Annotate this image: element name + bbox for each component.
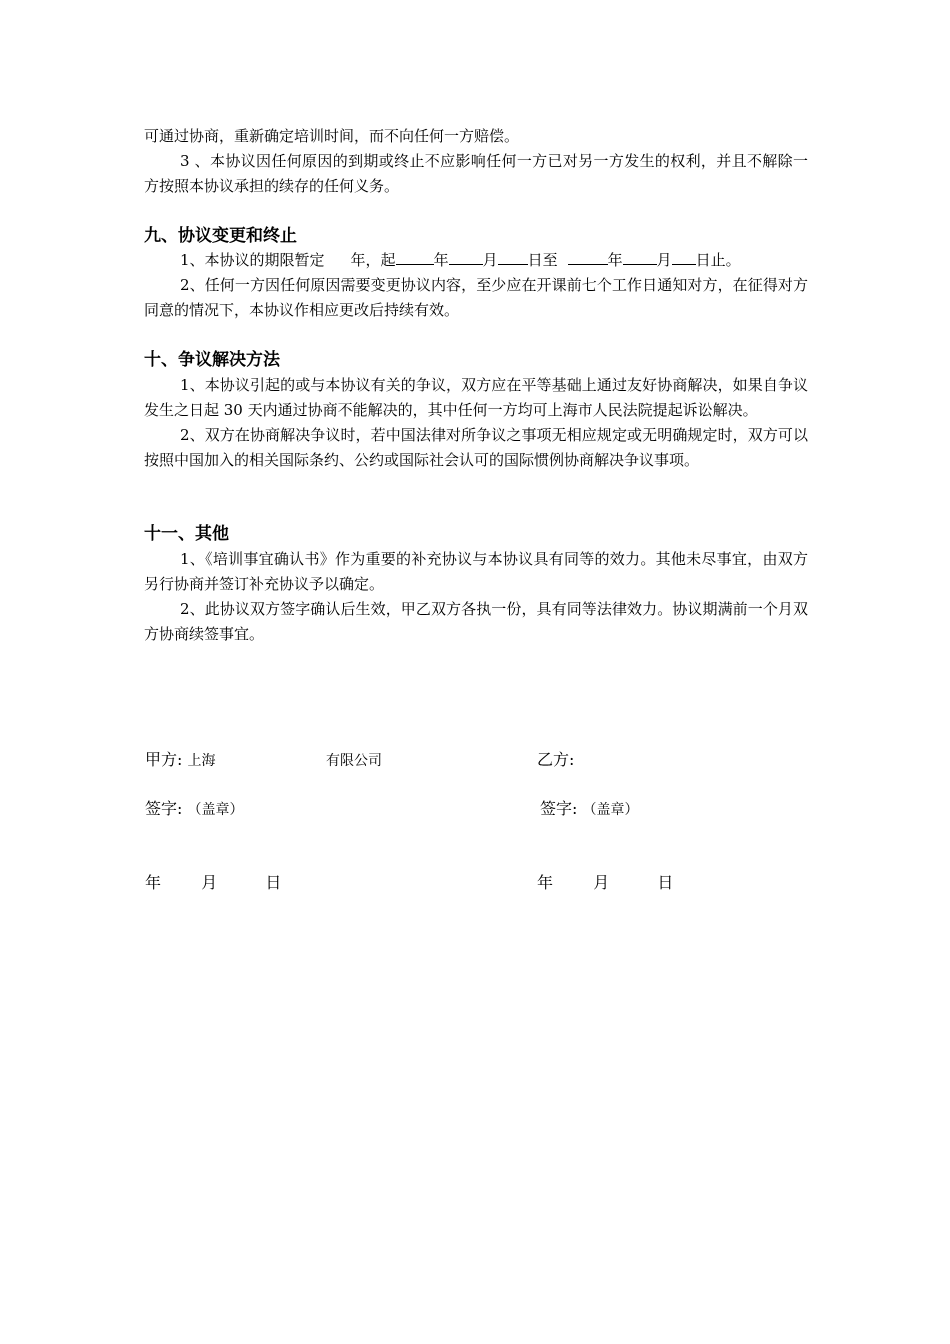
- clause-3: 3 、本协议因任何原因的到期或终止不应影响任何一方已对另一方发生的权利，并且不解除一方按照本协议承担的续存的任何义务。: [144, 152, 808, 195]
- section-11-heading: 十一、其他: [144, 524, 229, 544]
- month-b: 月: [593, 873, 610, 892]
- section-9-clause-1: 1、本协议的期限暂定 年，起 年 月 日至 年 月 日止。: [180, 251, 741, 269]
- previous-section-continuation: [144, 124, 808, 199]
- blank-year[interactable]: [396, 250, 434, 265]
- year-a: 年: [145, 873, 162, 892]
- party-a-city: 上海: [187, 753, 216, 769]
- blank-end-month[interactable]: [623, 250, 657, 265]
- party-a-line: [145, 749, 216, 772]
- blank-end-day[interactable]: [672, 250, 696, 265]
- month-a: 月: [201, 873, 218, 892]
- day-b: 日: [657, 873, 674, 892]
- party-a-date: [145, 872, 281, 894]
- section-11-clause-1: 1、《培训事宜确认书》作为重要的补充协议与本协议具有同等的效力。其他未尽事宜，由双方另行协商并签订补充协议予以确定。: [144, 550, 808, 593]
- section-9-heading: 九、协议变更和终止: [144, 226, 297, 246]
- section-11-clause-2: 2、此协议双方签字确认后生效，甲乙双方各执一份，具有同等法律效力。协议期满前一个月双方协商续签事宜。: [144, 600, 808, 643]
- blank-month[interactable]: [449, 250, 483, 265]
- section-10-clause-1: 1、本协议引起的或与本协议有关的争议，双方应在平等基础上通过友好协商解决，如果自争议发生之日起 30 天内通过协商不能解决的，其中任何一方均可上海市人民法院提起诉讼解决。: [144, 376, 808, 419]
- party-b-label: 乙方:: [537, 750, 575, 769]
- sign-label-b: 签字:: [540, 799, 578, 818]
- seal-a: （盖章）: [187, 802, 244, 818]
- paragraph-continuation: 可通过协商，重新确定培训时间，而不向任何一方赔偿。: [144, 127, 520, 145]
- party-a-label: 甲方:: [145, 750, 183, 769]
- party-b-signature: [540, 798, 639, 821]
- section-9-body: [144, 248, 808, 323]
- section-10-body: [144, 373, 808, 473]
- party-a-signature: [145, 798, 244, 821]
- blank-day[interactable]: [498, 250, 528, 265]
- party-b-date: [537, 872, 673, 894]
- section-10-clause-2: 2、双方在协商解决争议时，若中国法律对所争议之事项无相应规定或无明确规定时，双方可以按照中国加入的相关国际条约、公约或国际社会认可的国际惯例协商解决争议事项。: [144, 426, 808, 469]
- seal-b: （盖章）: [582, 802, 639, 818]
- section-11-body: [144, 547, 808, 647]
- party-b-line: [537, 749, 574, 771]
- year-b: 年: [537, 873, 554, 892]
- sign-label-a: 签字:: [145, 799, 183, 818]
- blank-end-year[interactable]: [568, 250, 608, 265]
- section-9-clause-2: 2、任何一方因任何原因需要变更协议内容，至少应在开课前七个工作日通知对方，在征得对方同意的情况下，本协议作相应更改后持续有效。: [144, 276, 808, 319]
- section-10-heading: 十、争议解决方法: [144, 350, 280, 370]
- party-a-company: 有限公司: [326, 753, 382, 769]
- day-a: 日: [265, 873, 282, 892]
